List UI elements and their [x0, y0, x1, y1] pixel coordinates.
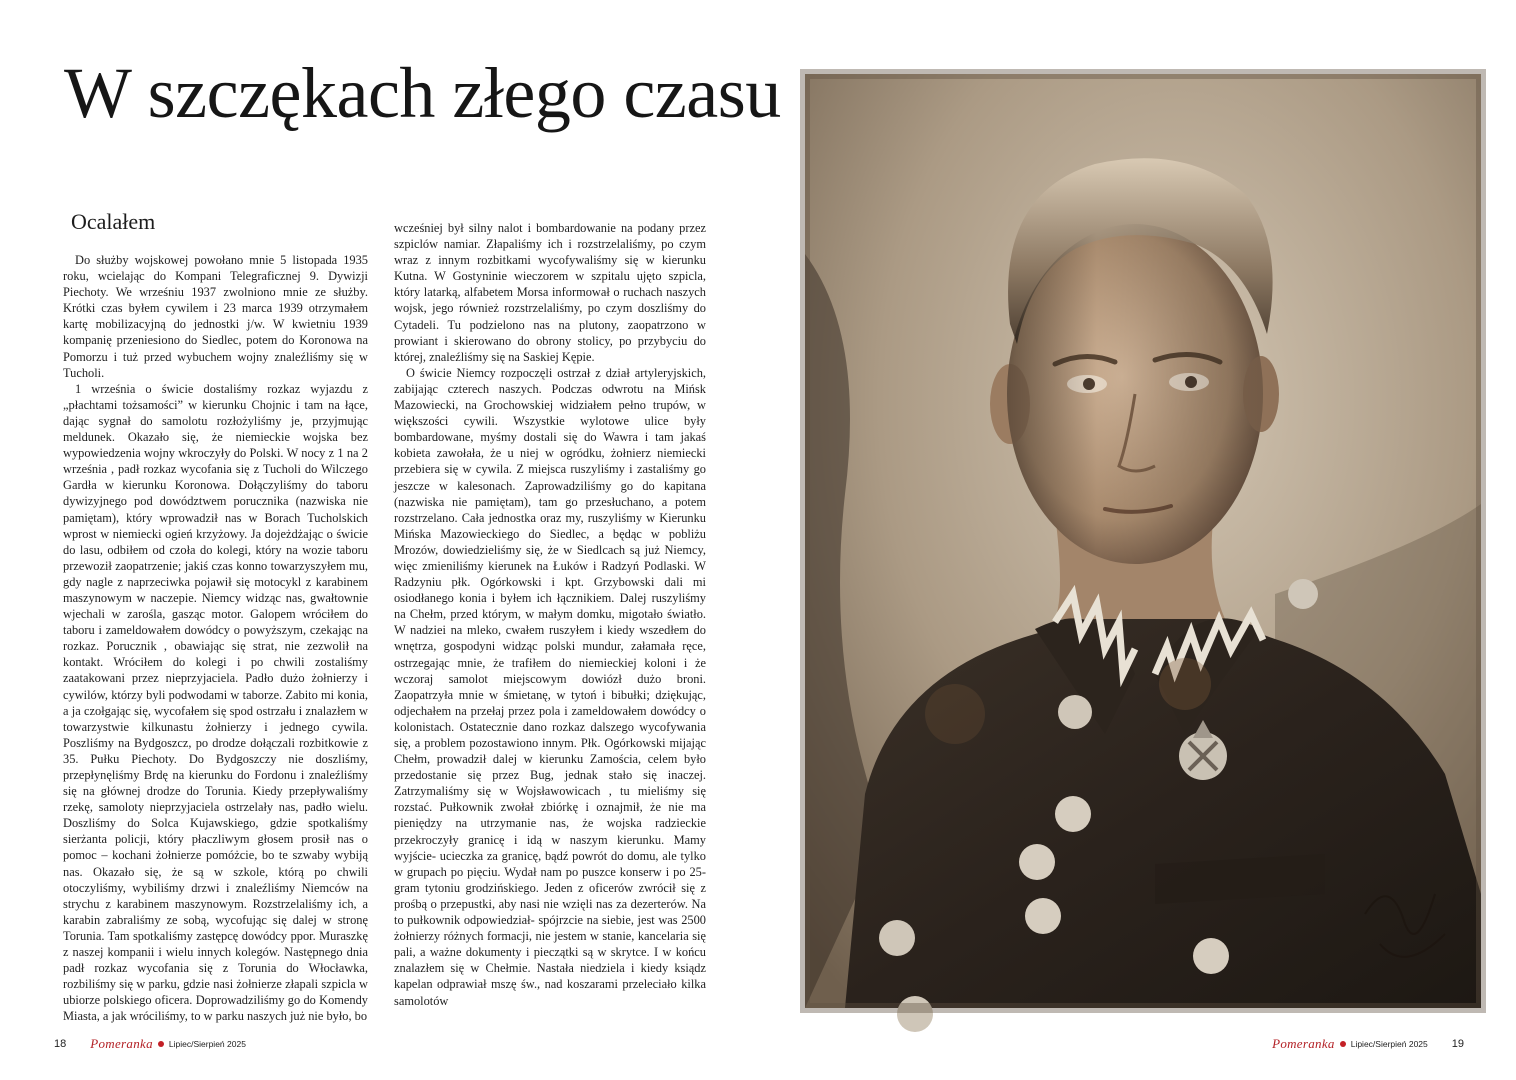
magazine-logo: Pomeranka [90, 1036, 153, 1051]
portrait-photo [805, 74, 1481, 1008]
bullet-dot-icon [158, 1041, 164, 1047]
paragraph: 1 września o świcie dostaliśmy rozkaz wyjazdu z „płachtami tożsamości” w kierunku Chojnic i tam na łące, dając sygnał do samolotu rozłożyliśmy je, przyjmując meldunek. Okazało się, że niemieckie wojska bez wypowiedzenia wojny wkroczyły do Polski. W nocy z 1 na 2 września , padł rozkaz wycofania się z Tucholi do Wilczego Gardła w kierunku Koronowa. Dołączyliśmy do taboru dywizyjnego pod dowództwem porucznika (nazwiska nie pamiętam), który wprowadził nas w Borach Tucholskich wprost w niemiecki ogień krzyżowy. Ja dojeżdżając o świcie do lasu, odbiłem od czoła do kolegi, który na wozie taboru przewoził zaopatrzenie; jakiś czas konno towarzyszyłem mu, gdy nagle z naprzeciwka pojawił się motocykl z karabinem maszynowym w naczepie. Niemcy widząc nas, gwałtownie wjechali w zarośla, gasząc motor. Galopem wróciłem do taboru i zameldowałem dowódcy o powyższym, czekając na rozkaz. Porucznik , obawiając się strat, nie zezwolił na kontakt. Wróciłem do kolegi i po chwili zostaliśmy zaatakowani przez nieprzyjaciela. Padło dużo żołnierzy i cywilów, którzy byli podwodami w taborze. Zabito mi konia, a ja czołgając się, wycofałem się spod ostrzału i znalazłem w towarzystwie kilkunastu żołnierzy i jednego cywila. Poszliśmy na Bydgoszcz, po drodze dołączali rozbitkowie z 35. Pułku Piechoty. Do Bydgoszczy nie doszliśmy, przepłynęliśmy Brdę na kierunku do Fordonu i znaleźliśmy się na głównej drodze do Torunia. Kiedy przepływaliśmy rzekę, samoloty nieprzyjaciela ostrzelały nas, padło wielu. Doszliśmy do Solca Kujawskiego, gdzie spotkaliśmy sierżanta policji, który płaczliwym głosem prosił nas o pomoc – kochani żołnierze pomóżcie, bo te szwaby wybiją nas. Okazało się, że są w szkole, którą po chwili otoczyliśmy, wybiliśmy drzwi i znaleźliśmy Niemców na strychu z karabinem maszynowym. Rozstrzelaliśmy ich, a karabin zabraliśmy ze sobą, wycofując się dalej w stronę Torunia. Tam spotkaliśmy zastępcę dowódcy ppor. Muraszkę z naszej kompanii i wielu innych kolegów. Następnego dnia padł rozkaz wycofania się z Torunia do Włocławka, rozbiliśmy się w parku, gdzie nasi żołnierze złapali szpicla w ubiorze polskiego oficera. Doprowadziliśmy go do Komendy Miasta, a jak wróciliśmy, to w parku naszych już nie było, bo [63, 381, 368, 1024]
paragraph: Do służby wojskowej powołano mnie 5 listopada 1935 roku, wcielając do Kompani Telegraficznej 9. Dywizji Piechoty. We wrześniu 1937 zwolniono mnie ze służby. Krótki czas byłem cywilem i 23 marca 1939 otrzymałem kartę mobilizacyjną do jednostki j/w. W kwietniu 1939 kompanię przeniesiono do Siedlec, potem do Koronowa na Pomorzu i tuż przed wybuchem wojny znaleźliśmy się w Tucholi. [63, 253, 368, 380]
footer-left [54, 1036, 246, 1052]
article-title: W szczękach złego czasu [64, 53, 781, 133]
page-number: 19 [1451, 1038, 1464, 1050]
text-column-left [63, 252, 368, 1024]
text-column-right [394, 220, 706, 1008]
magazine-logo: Pomeranka [1272, 1036, 1335, 1051]
page-number: 18 [54, 1038, 67, 1050]
issue-label: Lipiec/Sierpień 2025 [1350, 1039, 1428, 1049]
bullet-dot-icon [1340, 1041, 1346, 1047]
issue-label: Lipiec/Sierpień 2025 [168, 1039, 246, 1049]
paragraph: O świcie Niemcy rozpoczęli ostrzał z dział artyleryjskich, zabijając czterech naszych. Podczas odwrotu na Mińsk Mazowiecki, na Grochowskiej widziałem pełno trupów, w większości cywili. Wszystkie wylotowe ulice były bombardowane, myśmy dostali się do Wawra i tam jakaś kobieta zawołała, że u niej w ogródku, żołnierz niemiecki przebiera się w cywila. Z miejsca ruszyliśmy i zastaliśmy go jeszcze w kalesonach. Zaprowadziliśmy go do kapitana (nazwiska nie pamiętam), tam go przesłuchano, a potem rozstrzelano. Cała jednostka oraz my, ruszyliśmy w Kierunku Mińska Mazowieckiego do Siedlec, a będąc w pobliżu Mrozów, dowiedzieliśmy się, że w Siedlcach są już Niemcy, więc zmieniliśmy kierunek na Łuków i Radzyń Podlaski. W Radzyniu płk. Ogórkowski i kpt. Grzybowski dali mi osiodłanego konia i byłem ich łącznikiem. Dalej ruszyliśmy na Chełm, przed którym, w małym domku, migotało światło. W nadziei na mleko, cwałem ruszyłem i kiedy wszedłem do wnętrza, gospodyni widząc polski mundur, załamała ręce, ostrzegając mnie, że trafiłem do niemieckiej koloni i że wczoraj samolot miejscowym dowiózł dużo broni. Zaopatrzyła mnie w śmietanę, w tytoń i bibułki; dziękując, odjechałem na przełaj przez pola i zameldowałem dowódcy o kolonistach. Ostatecznie dano rozkaz dalszego wycofywania się, a problem pozostawiono innym. Płk. Ogórkowski mijając Chełm, prowadził dalej w kierunku Zamościa, celem było przedostanie się przez Bug, jednak stało się inaczej. Zatrzymaliśmy się w Wojsławowicach , tu mieliśmy się rozstać. Pułkownik zwołał zbiórkę i oznajmił, że nie ma pieniędzy na utrzymanie nas, że wojska radzieckie przekroczyły granicę i idą w naszym kierunku. Mamy wyjście- ucieczka za granicę, bądź powrót do domu, ale tylko w grupach po pięciu. Wydał nam po puszce konserw i po 25- gram tytoniu grodzińskiego. Jeden z oficerów zwrócił się z prośbą o przepustki, aby nasi nie wzięli nas za dezerterów. Na to pułkownik odpowiedział- spójrzcie na siebie, jest was 2500 żołnierzy różnych formacji, nie jestem w stanie, kancelaria się pali, a ważne dokumenty i pieczątki są w skrytce. I w końcu znalazłem się w Chełmie. Nastała niedziela i kiedy ksiądz kapelan odprawiał mszę św., nad koszarami przeleciało kilka samolotów [394, 365, 706, 1008]
portrait-photo-icon [805, 74, 1481, 1008]
paragraph: wcześniej był silny nalot i bombardowanie na podany przez szpiclów namiar. Złapaliśmy ich i rozstrzelaliśmy, po czym wraz z innym rozbitkami wycofywaliśmy się w kierunku Kutna. W Gostyninie wieczorem w szpitalu ujęto szpicla, który latarką, alfabetem Morsa informował o ruchach naszych wojsk, jego również rozstrzelaliśmy, po czym doszliśmy do Cytadeli. Tu podzielono nas na plutony, zaopatrzono w prowiant i skierowano do obrony stolicy, po przybyciu do której, znaleźliśmy się na Saskiej Kępie. [394, 221, 706, 364]
article-subtitle: Ocalałem [71, 209, 156, 234]
footer-right [1272, 1036, 1464, 1052]
